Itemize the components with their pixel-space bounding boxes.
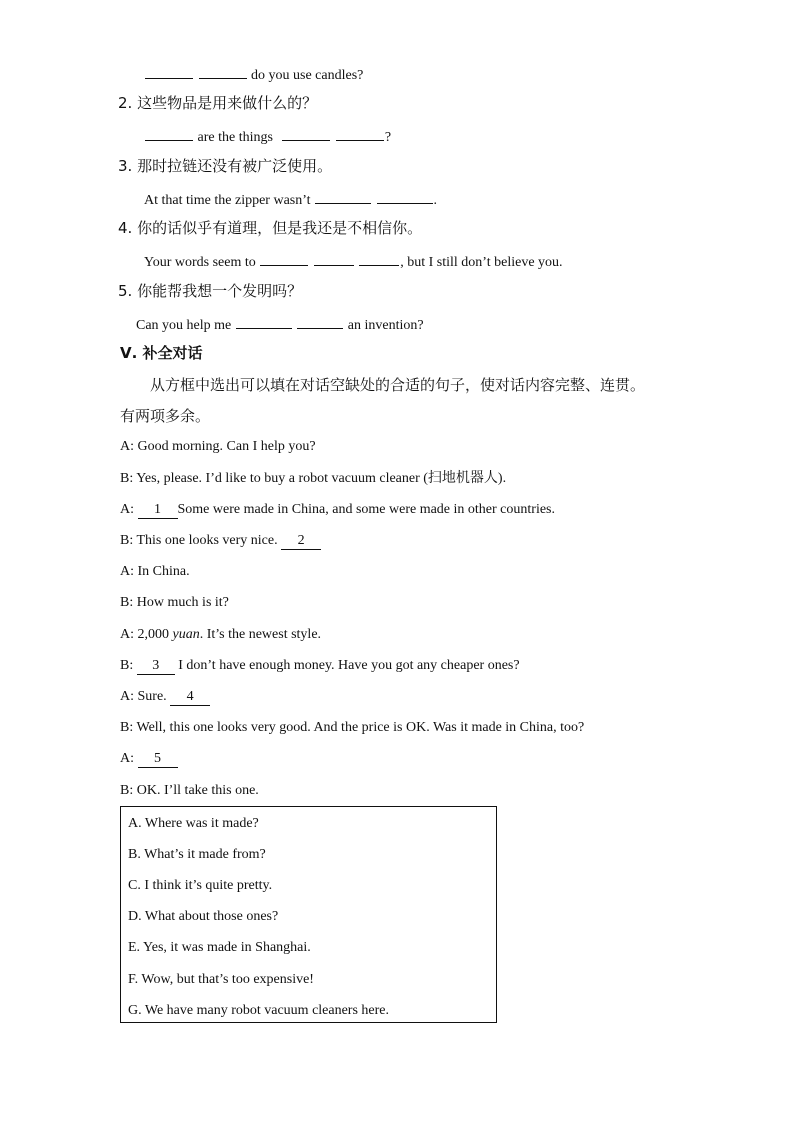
- answer-blank-numbered[interactable]: 4: [170, 689, 210, 706]
- section-instructions: 从方框中选出可以填在对话空缺处的合适的句子，使对话内容完整、连贯。: [150, 376, 646, 394]
- q4-english-line: [144, 251, 563, 272]
- q4-chinese-prompt: 4. 你的话似乎有道理，但是我还是不相信你。: [118, 219, 423, 237]
- option-item[interactable]: E. Yes, it was made in Shanghai.: [128, 940, 311, 955]
- answer-blank[interactable]: [145, 64, 193, 79]
- q3-sentence-text: At that time the zipper wasn’t: [144, 193, 315, 208]
- dialogue-text: . It’s the newest style.: [199, 627, 322, 642]
- answer-blank[interactable]: [297, 314, 343, 329]
- dialogue-line: A: Good morning. Can I help you?: [120, 439, 316, 454]
- answer-blank[interactable]: [377, 189, 433, 204]
- dialogue-text: A: 2,000: [120, 627, 173, 642]
- q1-english-line: [144, 64, 363, 85]
- option-item[interactable]: A. Where was it made?: [128, 816, 259, 831]
- q3-sentence-end: .: [433, 193, 438, 208]
- option-item[interactable]: D. What about those ones?: [128, 909, 279, 924]
- answer-blank-numbered[interactable]: 3: [137, 658, 175, 675]
- dialogue-line: [120, 501, 555, 519]
- dialogue-text: B: This one looks very nice.: [120, 533, 282, 548]
- dialogue-line: B: How much is it?: [120, 595, 229, 610]
- dialogue-line: [120, 532, 321, 550]
- answer-blank[interactable]: [315, 189, 371, 204]
- answer-blank[interactable]: [260, 251, 308, 266]
- dialogue-line: B: Yes, please. I’d like to buy a robot vacuum cleaner (扫地机器人).: [120, 471, 507, 486]
- answer-blank[interactable]: [236, 314, 292, 329]
- dialogue-line: [120, 750, 178, 768]
- speaker-text: A:: [120, 751, 138, 766]
- q2-sentence-end: ?: [384, 130, 392, 145]
- q3-chinese-prompt: 3. 那时拉链还没有被广泛使用。: [118, 157, 333, 175]
- speaker-text: A:: [120, 502, 138, 517]
- answer-blank[interactable]: [199, 64, 247, 79]
- q5-english-line: [136, 314, 424, 335]
- dialogue-line: [120, 626, 321, 644]
- answer-blank[interactable]: [145, 126, 193, 141]
- option-item[interactable]: C. I think it’s quite pretty.: [128, 878, 273, 893]
- dialogue-text: I don’t have enough money. Have you got any cheaper ones?: [174, 658, 520, 673]
- q2-chinese-prompt: 2. 这些物品是用来做什么的？: [118, 94, 318, 112]
- speaker-text: B:: [120, 658, 137, 673]
- answer-blank-numbered[interactable]: 5: [138, 751, 178, 768]
- answer-blank-numbered[interactable]: 2: [281, 533, 321, 550]
- q3-english-line: [144, 189, 437, 210]
- answer-blank[interactable]: [359, 251, 399, 266]
- dialogue-text: A: Sure.: [120, 689, 171, 704]
- dialogue-text: Some were made in China, and some were made in other countries.: [177, 502, 555, 517]
- answer-blank-numbered[interactable]: 1: [138, 502, 178, 519]
- q5-sentence-text: Can you help me: [136, 318, 235, 333]
- option-item[interactable]: B. What’s it made from?: [128, 847, 266, 862]
- options-box: [120, 806, 497, 1023]
- q4-sentence-text: Your words seem to: [144, 255, 260, 270]
- dialogue-line: B: OK. I’ll take this one.: [120, 783, 259, 798]
- option-item[interactable]: F. Wow, but that’s too expensive!: [128, 972, 314, 987]
- section-heading: Ⅴ. 补全对话: [120, 344, 203, 362]
- q2-sentence-text: are the things: [194, 130, 277, 145]
- dialogue-line: B: Well, this one looks very good. And the price is OK. Was it made in China, too?: [120, 720, 585, 735]
- q5-chinese-prompt: 5. 你能帮我想一个发明吗？: [118, 282, 303, 300]
- dialogue-line: [120, 657, 520, 675]
- q5-sentence-end: an invention?: [344, 318, 424, 333]
- dialogue-line: [120, 688, 210, 706]
- q4-sentence-end: , but I still don’t believe you.: [400, 255, 563, 270]
- dialogue-text-italic: yuan: [172, 627, 200, 642]
- q2-english-line: [144, 126, 391, 147]
- answer-blank[interactable]: [336, 126, 384, 141]
- answer-blank[interactable]: [314, 251, 354, 266]
- option-item[interactable]: G. We have many robot vacuum cleaners here.: [128, 1003, 390, 1018]
- dialogue-line: A: In China.: [120, 564, 190, 579]
- section-instructions-cont: 有两项多余。: [120, 407, 211, 425]
- q1-sentence-text: do you use candles?: [247, 68, 364, 83]
- answer-blank[interactable]: [282, 126, 330, 141]
